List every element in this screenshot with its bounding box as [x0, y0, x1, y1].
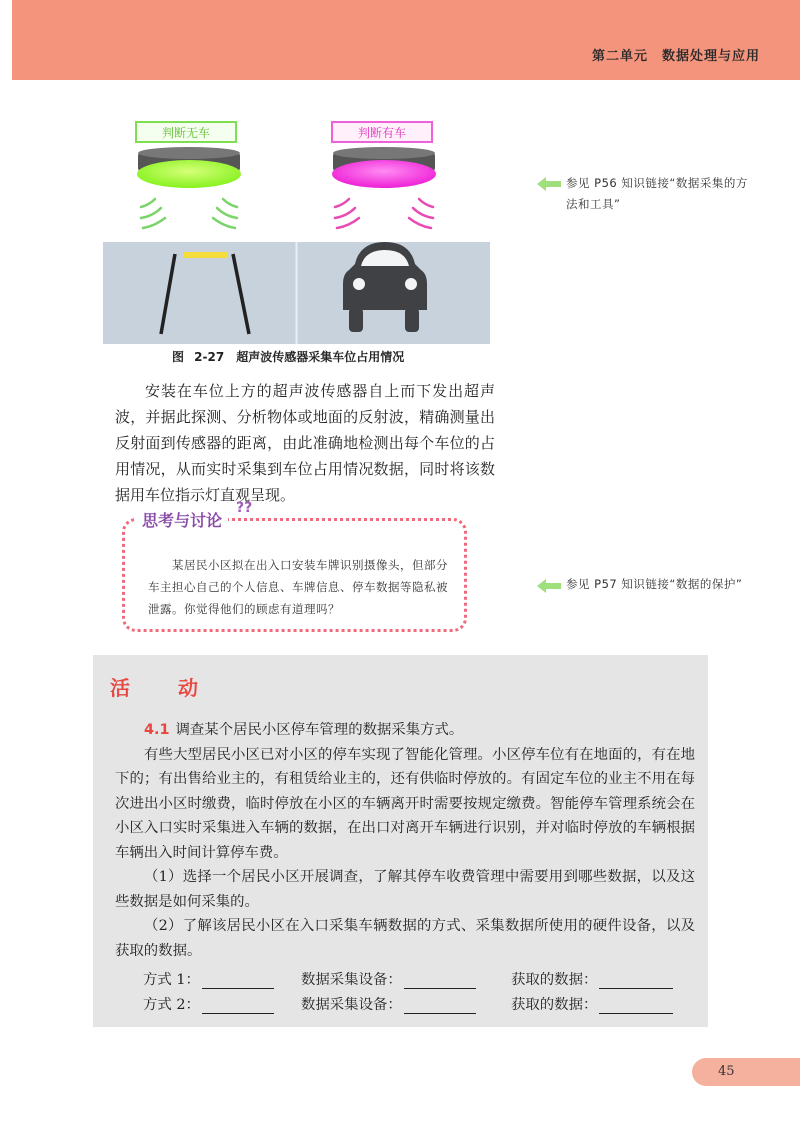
side-note-2[interactable]: 参见 P57 知识链接“数据的保护” [566, 577, 743, 591]
data-blank[interactable] [599, 972, 673, 989]
ultrasonic-sensor-figure [103, 104, 490, 344]
activity-heading: 活 动 [110, 676, 212, 700]
device-label: 数据采集设备： [301, 972, 402, 988]
activity-task-text: 调查某个居民小区停车管理的数据采集方式。 [175, 722, 464, 738]
header-band [12, 0, 800, 80]
page-number: 45 [718, 1064, 735, 1079]
device-blank[interactable] [404, 997, 476, 1014]
indicator-light [183, 252, 227, 258]
arrow-left-icon [537, 579, 561, 593]
method-blank[interactable] [202, 997, 274, 1014]
label-free: 判断无车 [161, 126, 211, 140]
activity-question-2: （2）了解该居民小区在入口采集车辆数据的方式、采集数据所使用的硬件设备，以及获取的数据。 [115, 918, 695, 959]
device-label: 数据采集设备： [301, 997, 402, 1013]
activity-intro: 有些大型居民小区已对小区的停车实现了智能化管理。小区停车位有在地面的，有在地下的；有出售给业主的，有租赁给业主的，还有供临时停放的。有固定车位的业主不用在每次进出小区时缴费，临时停放在小区的车辆离开时需要按规定缴费。智能停车管理系统会在小区入口实时采集进入车辆的数据，在出口对离开车辆进行识别，并对临时停放的车辆根据车辆出入时间计算停车费。 [115, 746, 695, 861]
waves-free [141, 199, 237, 228]
fill-row-2 [143, 993, 673, 1014]
activity-question-1: （1）选择一个居民小区开展调查，了解其停车收费管理中需要用到哪些数据，以及这些数据是如何采集的。 [115, 869, 695, 910]
page-number-tab [692, 1058, 800, 1086]
discussion-question: 某居民小区拟在出入口安装车牌识别摄像头，但部分车主担心自己的个人信息、车牌信息、停车数据等隐私被泄露。你觉得他们的顾虑有道理吗？ [148, 558, 448, 616]
device-blank[interactable] [404, 972, 476, 989]
arrow-left-icon [537, 177, 561, 191]
discussion-title: 思考与讨论 [136, 508, 228, 531]
discussion-text [148, 554, 448, 620]
label-occupied: 判断有车 [357, 126, 407, 140]
sensor-occupied [332, 160, 436, 188]
method-label: 方式 2： [143, 997, 200, 1013]
data-blank[interactable] [599, 997, 673, 1014]
data-label: 获取的数据： [511, 997, 598, 1013]
body-paragraph [115, 378, 495, 508]
sensor-free [137, 160, 241, 188]
sensor-description: 安装在车位上方的超声波传感器自上而下发出超声波，并据此探测、分析物体或地面的反射波，精确测量出反射面到传感器的距离，由此准确地检测出每个车位的占用情况，从而实时采集到车位占用情况数据，同时将该数据用车位指示灯直观呈现。 [115, 382, 495, 504]
question-marks-icon: ?? [236, 500, 253, 516]
side-note-1[interactable]: 参见 P56 知识链接“数据采集的方法和工具” [566, 176, 748, 211]
activity-content [115, 718, 695, 963]
data-label: 获取的数据： [511, 972, 598, 988]
unit-title: 第二单元 数据处理与应用 [591, 49, 760, 64]
method-blank[interactable] [202, 972, 274, 989]
method-label: 方式 1： [143, 972, 200, 988]
fill-row-1 [143, 968, 673, 989]
waves-occupied [335, 199, 433, 228]
figure-caption: 图 2-27 超声波传感器采集车位占用情况 [172, 350, 405, 364]
activity-number: 4.1 [144, 722, 170, 738]
activity-task [115, 718, 695, 743]
